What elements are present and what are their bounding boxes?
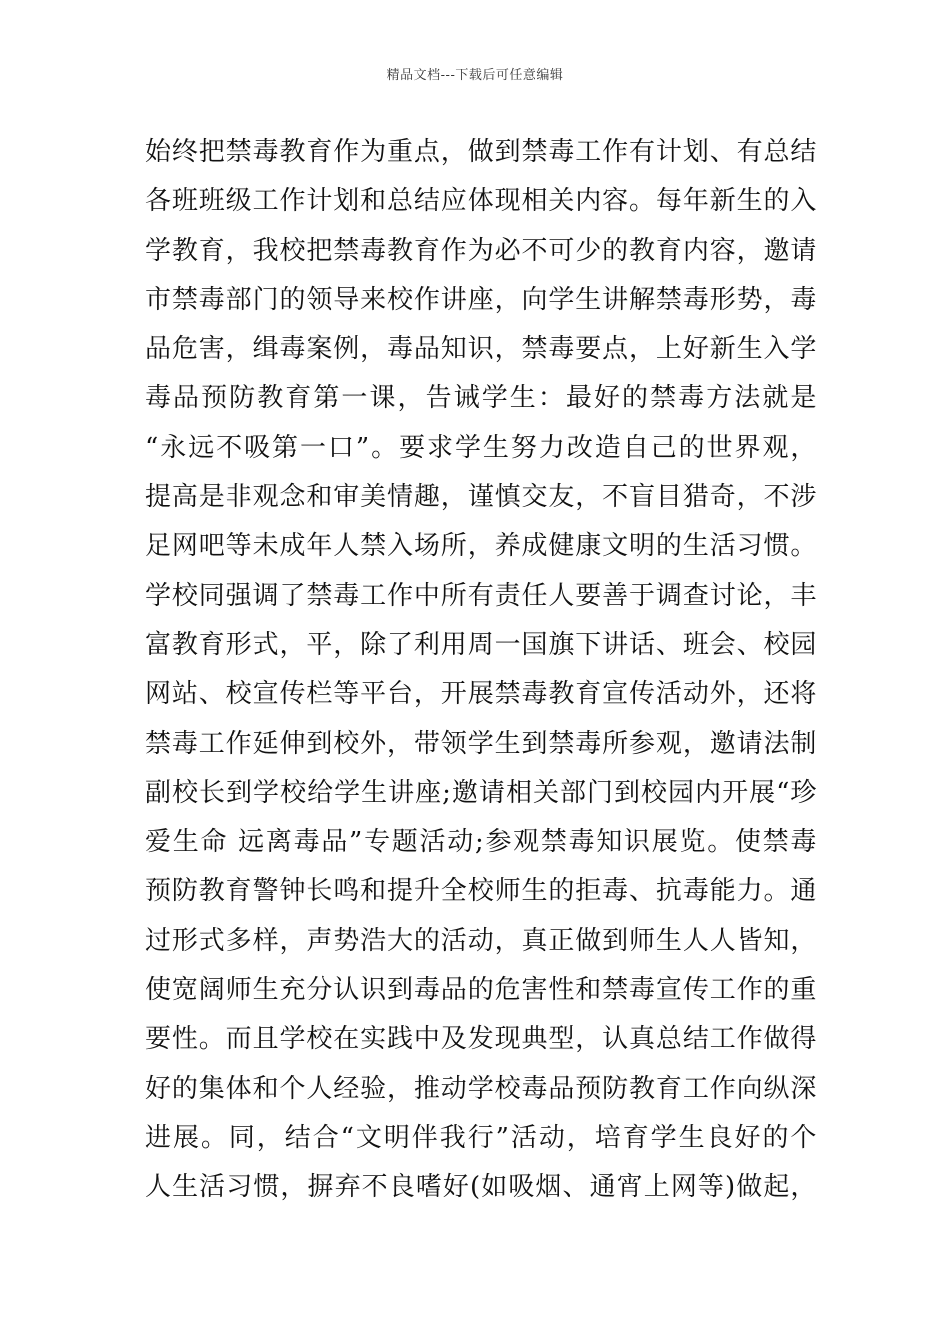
body-line: 人生活习惯，摒弃不良嗜好(如吸烟、通宵上网等)做起， xyxy=(145,1172,817,1203)
body-line: 要性。而且学校在实践中及发现典型，认真总结工作做得 xyxy=(145,1024,817,1055)
body-line: 网站、校宣传栏等平台，开展禁毒教育宣传活动外，还将 xyxy=(145,679,817,710)
body-line: 各班班级工作计划和总结应体现相关内容。每年新生的入 xyxy=(145,186,817,217)
body-line: 过形式多样，声势浩大的活动，真正做到师生人人皆知， xyxy=(145,925,817,956)
body-line: 学教育，我校把禁毒教育作为必不可少的教育内容，邀请 xyxy=(145,235,817,266)
body-line: 富教育形式，平，除了利用周一国旗下讲话、班会、校园 xyxy=(145,629,817,660)
body-line: 预防教育警钟长鸣和提升全校师生的拒毒、抗毒能力。通 xyxy=(145,876,817,907)
body-text xyxy=(145,128,817,1213)
body-line: 使宽阔师生充分认识到毒品的危害性和禁毒宣传工作的重 xyxy=(145,975,817,1006)
body-line: 提高是非观念和审美情趣，谨慎交友，不盲目猎奇，不涉 xyxy=(145,482,817,513)
body-line: 足网吧等未成年人禁入场所，养成健康文明的生活习惯。 xyxy=(145,531,817,562)
body-line: “永远不吸第一口”。要求学生努力改造自己的世界观， xyxy=(145,432,817,463)
body-line: 毒品预防教育第一课，告诫学生：最好的禁毒方法就是 xyxy=(145,383,817,414)
body-line: 始终把禁毒教育作为重点，做到禁毒工作有计划、有总结 xyxy=(145,137,817,167)
body-line: 市禁毒部门的领导来校作讲座，向学生讲解禁毒形势，毒 xyxy=(145,284,817,315)
body-line: 品危害，缉毒案例，毒品知识，禁毒要点，上好新生入学 xyxy=(145,334,817,365)
body-line: 进展。同，结合“文明伴我行”活动，培育学生良好的个 xyxy=(145,1122,817,1153)
page-header: 精品文档---下载后可任意编辑 xyxy=(386,68,564,83)
body-line: 禁毒工作延伸到校外，带领学生到禁毒所参观，邀请法制 xyxy=(145,728,817,759)
body-line: 爱生命 远离毒品”专题活动;参观禁毒知识展览。使禁毒 xyxy=(145,827,817,858)
body-line: 好的集体和个人经验，推动学校毒品预防教育工作向纵深 xyxy=(145,1073,817,1104)
body-line: 学校同强调了禁毒工作中所有责任人要善于调查讨论，丰 xyxy=(145,580,817,611)
body-line: 副校长到学校给学生讲座;邀请相关部门到校园内开展“珍 xyxy=(145,777,817,808)
